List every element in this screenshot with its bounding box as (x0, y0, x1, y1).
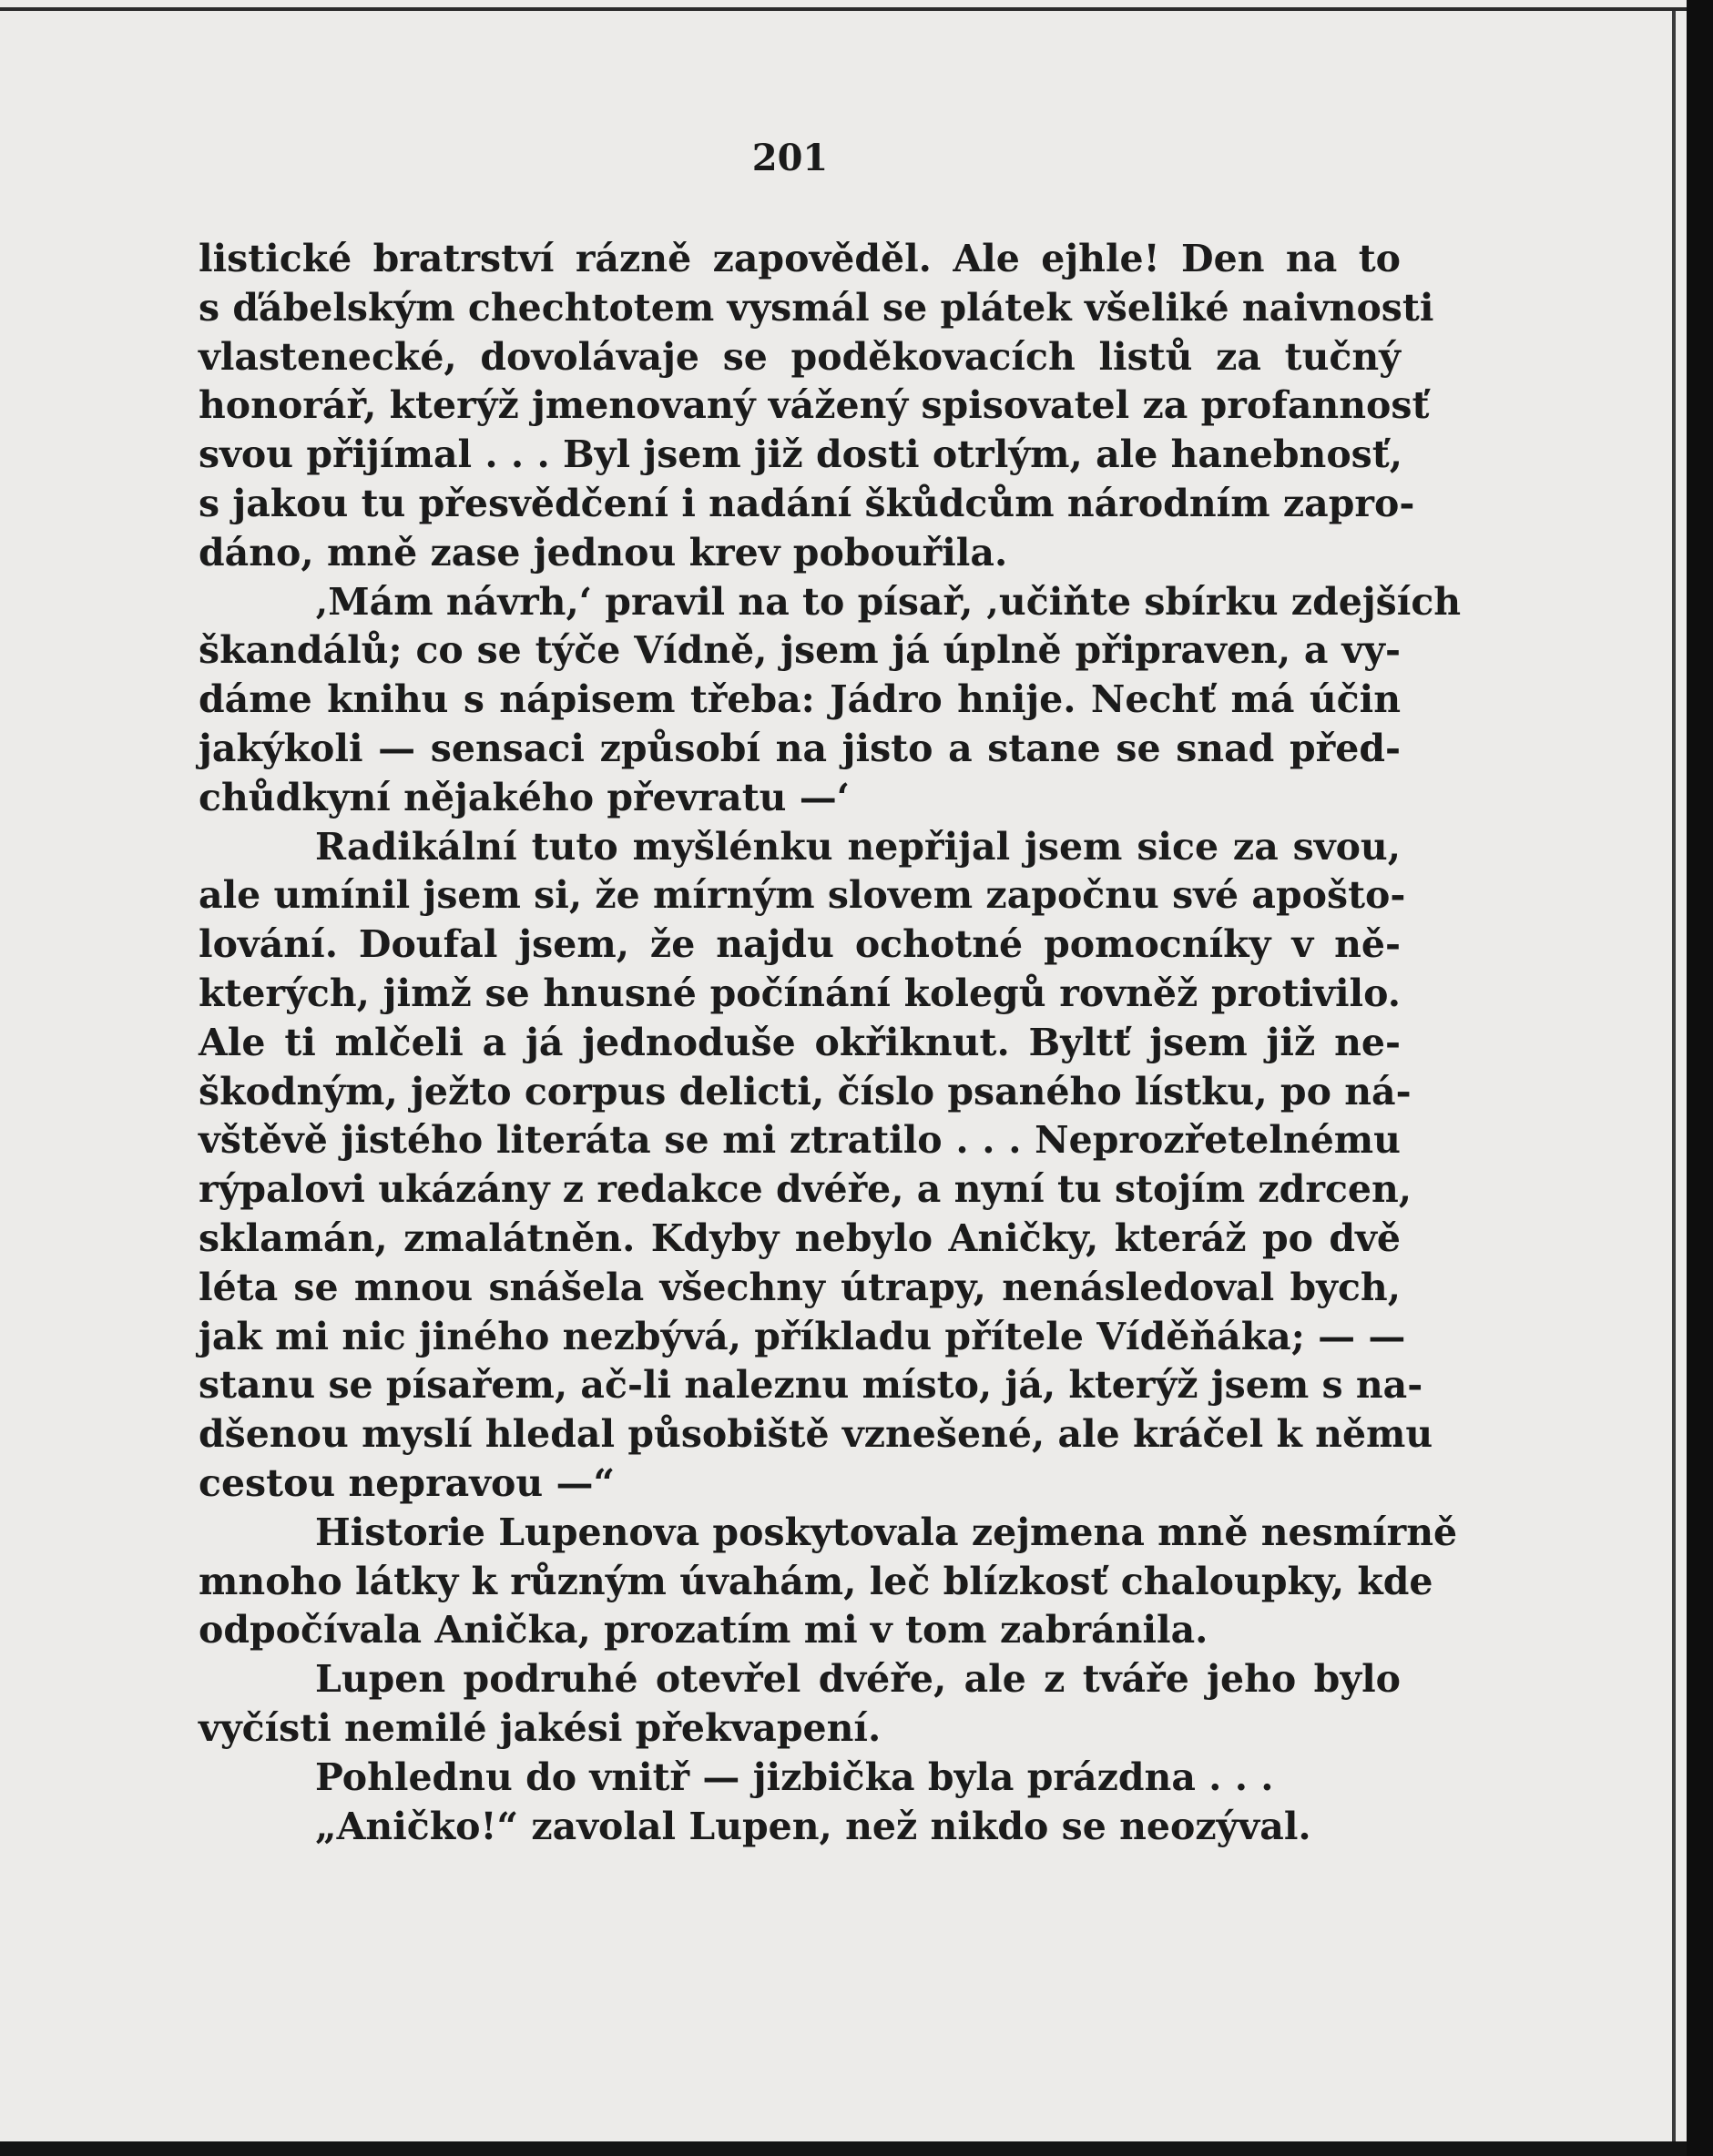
text-line: Historie Lupenova poskytovala zejmena mně nesmírně (315, 1510, 1458, 1554)
top-border-rule (0, 7, 1687, 11)
text-line: jakýkoli — sensaci způsobí na jisto a stane se snad před- (199, 726, 1401, 770)
text-line: dáno, mně zase jednou krev pobouřila. (199, 530, 1008, 575)
page-edge-line (1672, 11, 1676, 2141)
text-line: odpočívala Anička, prozatím mi v tom zabránila. (199, 1608, 1208, 1653)
text-line: honorář, kterýž jmenovaný vážený spisovatel za profannosť (199, 383, 1430, 428)
text-line: sklamán, zmalátněn. Kdyby nebylo Aničky, kteráž po dvě (199, 1215, 1401, 1260)
text-line: chůdkyní nějakého převratu —‘ (199, 775, 850, 819)
text-line: škandálů; co se týče Vídně, jsem já úplně připraven, a vy- (199, 628, 1401, 673)
text-line: vštěvě jistého literáta se mi ztratilo . . . Neprozřetelnému (199, 1118, 1401, 1163)
text-line: s ďábelským chechtotem vysmál se plátek všeliké naivnosti (199, 285, 1434, 330)
text-line: Ale ti mlčeli a já jednoduše okřiknut. Byltť jsem již ne- (199, 1020, 1401, 1064)
text-line: Lupen podruhé otevřel dvéře, ale z tváře jeho bylo (315, 1657, 1401, 1702)
text-line: listické bratrství rázně zapověděl. Ale ejhle! Den na to (199, 237, 1401, 280)
text-line: mnoho látky k různým úvahám, leč blízkosť chaloupky, kde (199, 1559, 1433, 1603)
text-line: jak mi nic jiného nezbývá, příkladu přítele Víděňáka; — — (199, 1314, 1406, 1358)
body-text (199, 235, 1462, 1851)
text-line: dáme knihu s nápisem třeba: Jádro hnije. Nechť má účin (199, 677, 1401, 722)
text-line: cestou nepravou —“ (199, 1460, 616, 1505)
text-line: rýpalovi ukázány z redakce dvéře, a nyní tu stojím zdrcen, (199, 1167, 1412, 1212)
page-number: 201 (751, 137, 829, 179)
text-line: svou přijímal . . . Byl jsem již dosti otrlým, ale hanebnosť, (199, 432, 1402, 477)
text-line: stanu se písařem, ač-li naleznu místo, já, kterýž jsem s na- (199, 1363, 1423, 1408)
text-line: ‚Mám návrh,‘ pravil na to písař, ‚učiňte sbírku zdejších (315, 579, 1462, 624)
text-line: léta se mnou snášela všechny útrapy, nenásledoval bych, (199, 1265, 1401, 1309)
text-line: kterých, jimž se hnusné počínání kolegů rovněž protivilo. (199, 971, 1401, 1015)
text-line: Pohlednu do vnitř — jizbička byla prázdna . . . (315, 1754, 1274, 1799)
text-line: Radikální tuto myšlénku nepřijal jsem sice za svou, (315, 824, 1401, 869)
text-line: ale umínil jsem si, že mírným slovem započnu své apošto- (199, 873, 1406, 918)
text-line: vyčísti nemilé jakési překvapení. (199, 1705, 882, 1750)
text-line: dšenou myslí hledal působiště vznešené, ale kráčel k němu (199, 1412, 1433, 1457)
text-line: s jakou tu přesvědčení i nadání škůdcům národním zapro- (199, 481, 1415, 525)
text-line: lování. Doufal jsem, že najdu ochotné pomocníky v ně- (199, 922, 1401, 967)
scan-border (1687, 0, 1713, 2156)
text-line: škodným, ježto corpus delicti, číslo psaného lístku, po ná- (199, 1069, 1412, 1114)
text-line: „Aničko!“ zavolal Lupen, než nikdo se neozýval. (315, 1804, 1311, 1848)
text-line: vlastenecké, dovolávaje se poděkovacích listů za tučný (199, 334, 1401, 379)
